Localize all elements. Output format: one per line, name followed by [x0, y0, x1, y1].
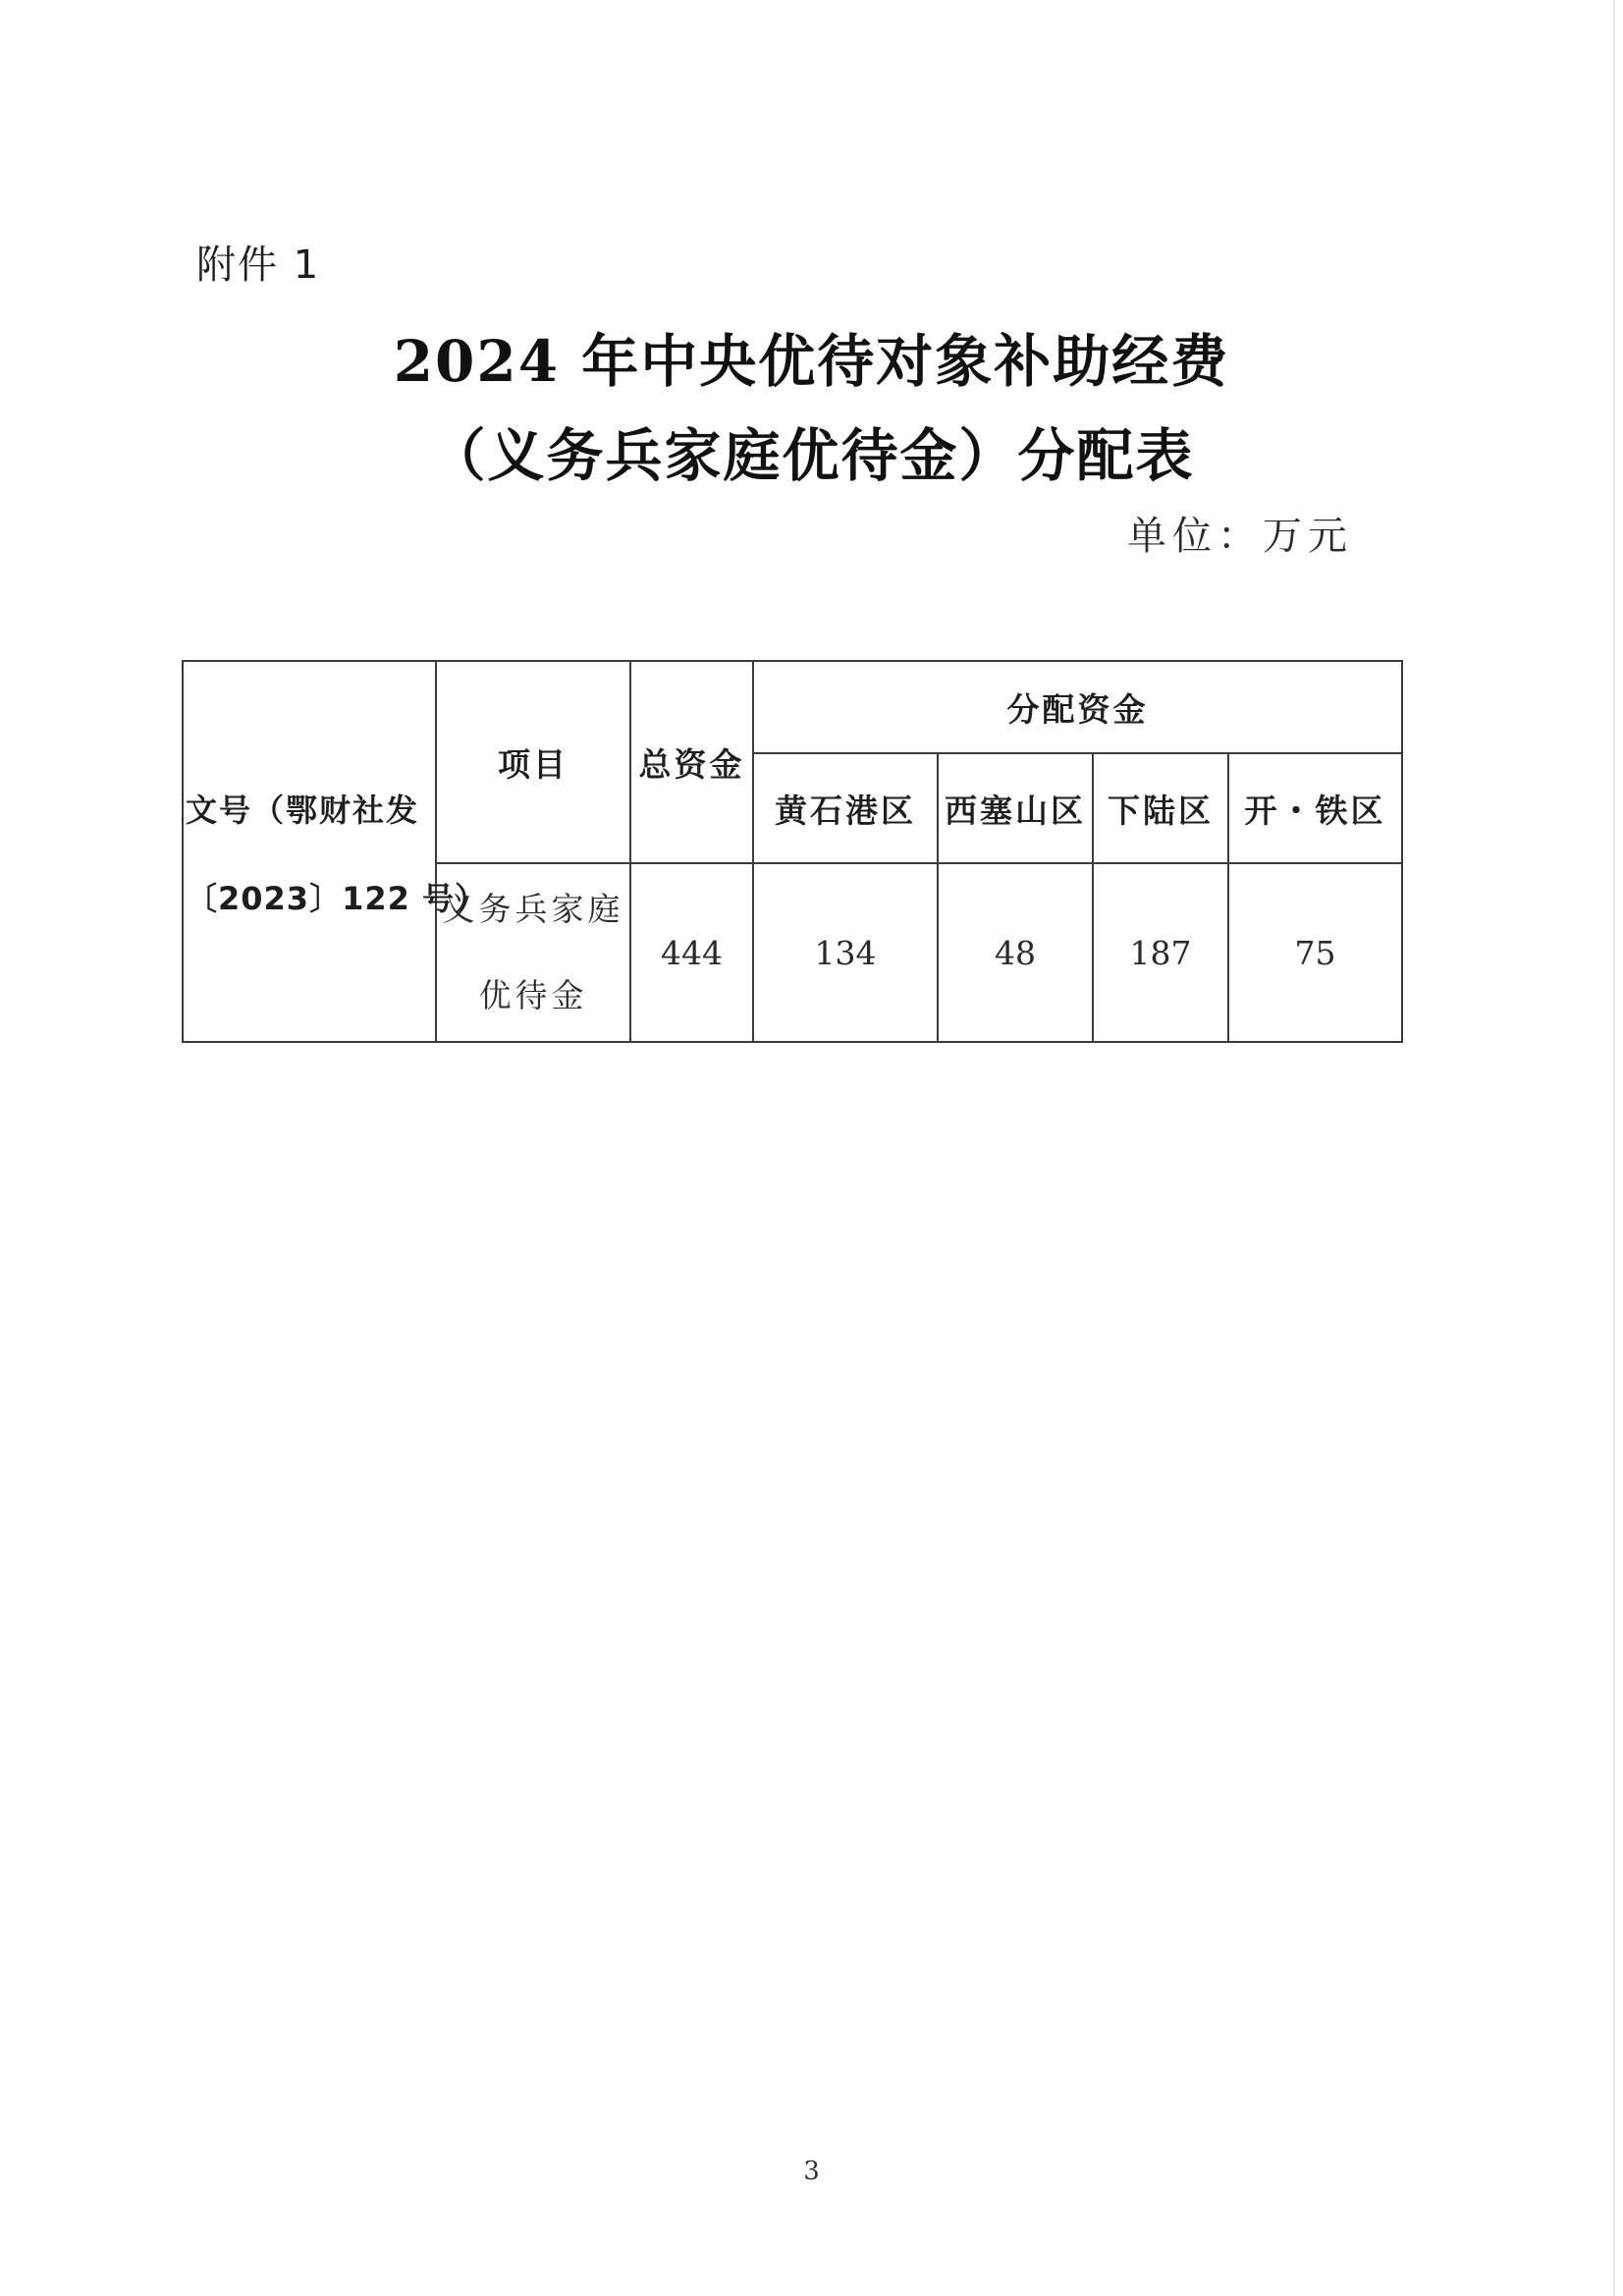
column-header-item: 项目 [436, 661, 630, 863]
item-name-line-2: 优待金 [478, 976, 588, 1014]
column-header-district: 开・铁区 [1228, 753, 1402, 863]
column-header-total: 总资金 [630, 661, 753, 863]
column-header-allocation: 分配资金 [753, 661, 1402, 753]
attachment-label: 附件 1 [196, 243, 321, 288]
district-amount-cell: 75 [1228, 863, 1402, 1042]
document-number-cell [183, 661, 488, 1042]
page-number: 3 [803, 2157, 820, 2186]
column-header-district: 黄石港区 [753, 753, 938, 863]
column-header-district: 下陆区 [1093, 753, 1228, 863]
document-number-suffix: 〔2023〕122 号） [186, 880, 488, 917]
document-title [0, 314, 1623, 503]
item-name-line-1: 义务兵家庭 [442, 890, 624, 928]
title-line-1: 2024 年中央优待对象补助经费 [393, 328, 1230, 395]
district-amount-cell: 48 [938, 863, 1093, 1042]
district-amount-cell: 134 [753, 863, 938, 1042]
district-amount-cell: 187 [1093, 863, 1228, 1042]
total-amount-cell: 444 [630, 863, 753, 1042]
unit-label: 单位：万元 [1127, 514, 1353, 559]
title-line-2: （义务兵家庭优待金）分配表 [428, 422, 1195, 489]
document-number-prefix: 文号（鄂财社发 [186, 792, 420, 829]
column-header-district: 西塞山区 [938, 753, 1093, 863]
allocation-table [182, 660, 1403, 1043]
